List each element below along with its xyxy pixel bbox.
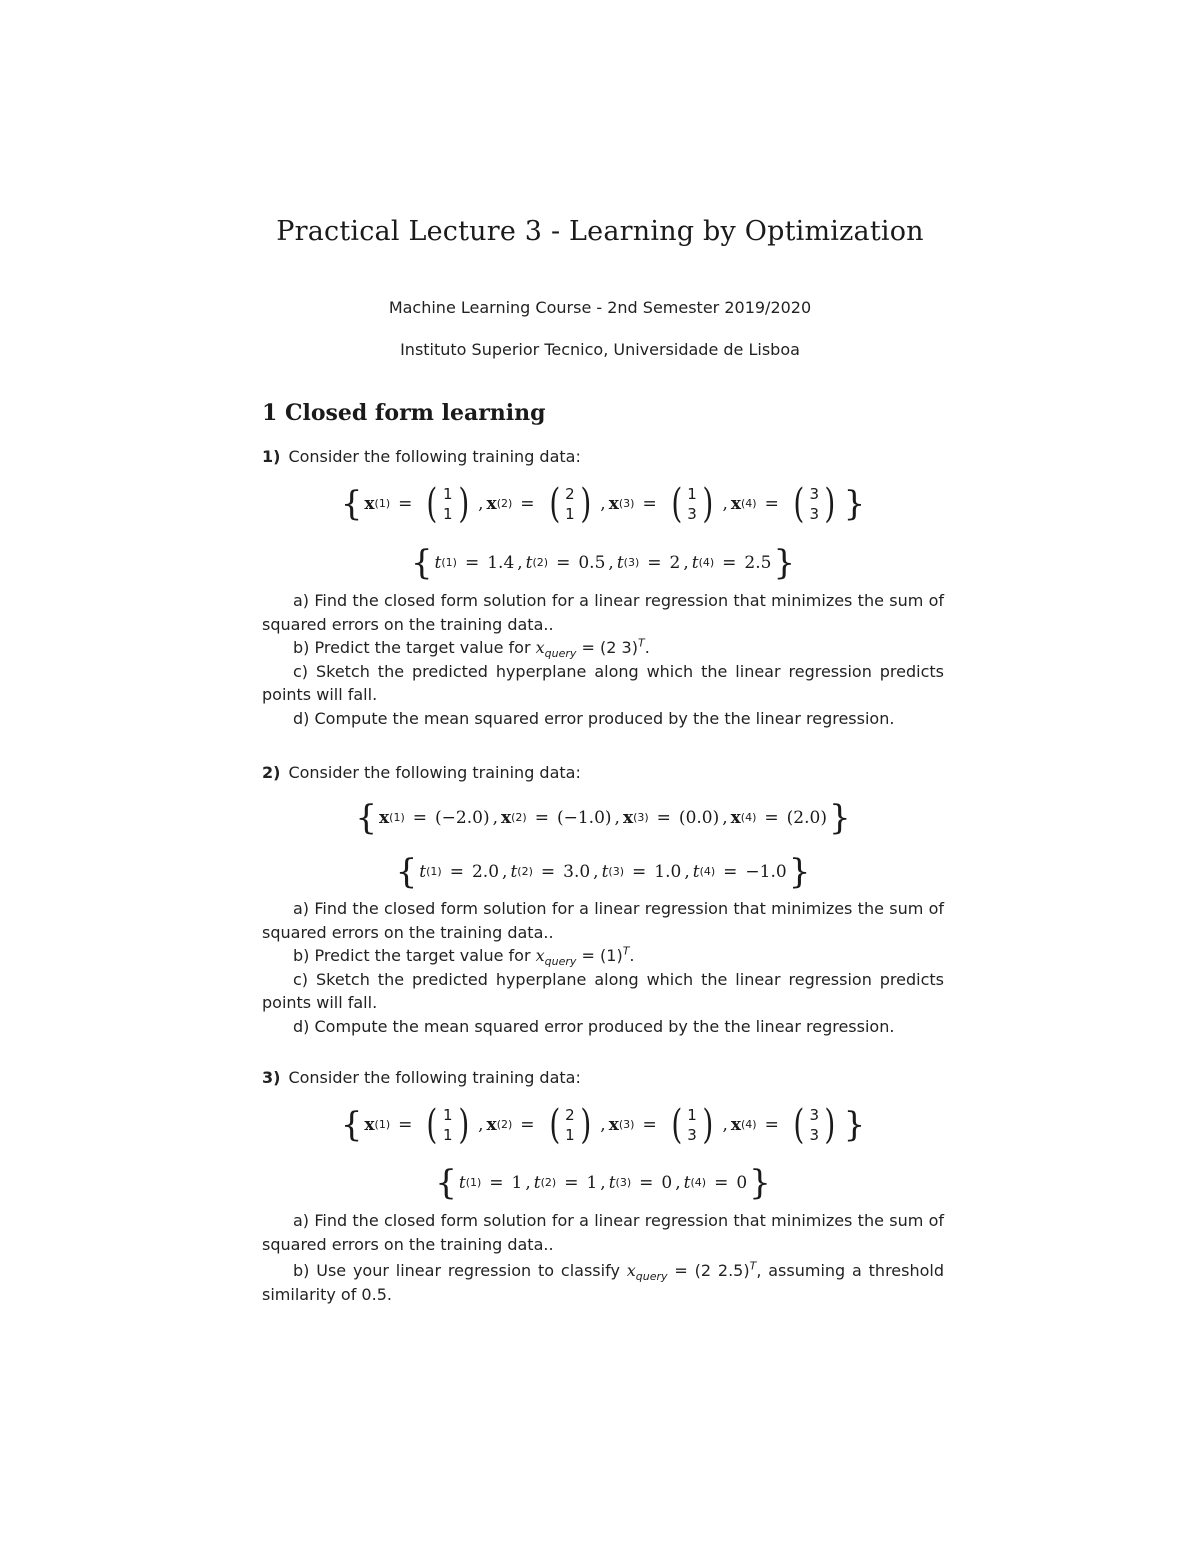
part-b: b) Predict the target value for $x_{query} = (1)^T$. (293, 944, 635, 969)
institution-line: Instituto Superior Tecnico, Universidade de Lisboa (400, 340, 800, 359)
part-b: b) Use your linear regression to classify $x_{query} = (2$ 2.5)$^T$, assuming a threshold similarity of 0.5. (262, 1259, 945, 1304)
part-c: c) Sketch the predicted hyperplane along which the linear regression predicts points will fall. (262, 661, 944, 704)
problem-intro-text: Consider the following training data: (288, 763, 581, 782)
part-c: c) Sketch the predicted hyperplane along which the linear regression predicts points will fall. (262, 969, 944, 1012)
part-a: a) Find the closed form solution for a linear regression that minimizes the sum of squared errors on the training data.. (262, 591, 944, 634)
course-line: Machine Learning Course - 2nd Semester 2019/2020 (388, 298, 812, 317)
problem-3-t-set: { t (1) = 1 , t (2) = 1 , t (3) = 0 , t (4) = 0 } (435, 1163, 771, 1203)
part-a: a) Find the closed form solution for a linear regression that minimizes the sum of squared errors on the training data.. (262, 899, 944, 942)
problem-1-t-set: { t (1) = 1.4 , t (2) = 0.5 , t (3) = 2 , t (4) = 2.5 } (410, 543, 796, 583)
problem-2-t-set: { t (1) = 2.0 , t (2) = 3.0 , t (3) = 1.0 , t (4) = −1.0 } (395, 852, 811, 892)
column-vector: ( 1 3 ) (671, 1102, 714, 1148)
problem-number: 2) (262, 763, 281, 782)
problem-3-x-set: { x (1) = ( 1 1 ) , x (2) = ( 2 1 ) , x (3) = ( 1 3 ) , x (4) = ( 3 3 ) } (340, 1102, 866, 1148)
problem-3-parts (262, 1209, 944, 1306)
part-a: a) Find the closed form solution for a linear regression that minimizes the sum of squared errors on the training data.. (262, 1211, 944, 1254)
section-heading: 1 Closed form learning (262, 400, 546, 426)
problem-intro-text: Consider the following training data: (288, 1068, 581, 1087)
part-d: d) Compute the mean squared error produced by the the linear regression. (293, 1016, 895, 1036)
column-vector: ( 3 3 ) (793, 1102, 836, 1148)
column-vector: ( 3 3 ) (793, 481, 836, 527)
problem-1-parts (262, 589, 944, 730)
problem-intro-text: Consider the following training data: (288, 447, 581, 466)
problem-3-intro (262, 1066, 944, 1090)
column-vector: ( 1 1 ) (426, 481, 469, 527)
part-d: d) Compute the mean squared error produced by the the linear regression. (293, 708, 895, 728)
problem-number: 3) (262, 1068, 281, 1087)
problem-number: 1) (262, 447, 281, 466)
problem-2-x-set: { x (1) = ( −2.0 ) , x (2) = ( −1.0 ) , x (3) = ( 0.0 ) , x (4) = ( 2.0 ) } (355, 798, 851, 838)
problem-2-parts (262, 897, 944, 1038)
column-vector: ( 1 3 ) (671, 481, 714, 527)
column-vector: ( 2 1 ) (548, 1102, 591, 1148)
page-title: Practical Lecture 3 - Learning by Optimization (276, 216, 924, 247)
column-vector: ( 1 1 ) (426, 1102, 469, 1148)
problem-2-intro (262, 761, 944, 785)
problem-1-x-set: { x (1) = ( 1 1 ) , x (2) = ( 2 1 ) , x (3) = ( 1 3 ) , x (4) = ( 3 3 ) } (340, 481, 866, 527)
part-b: b) Predict the target value for $x_{query} = (2$ 3)$^T$. (293, 636, 650, 661)
problem-1-intro (262, 445, 944, 469)
column-vector: ( 2 1 ) (548, 481, 591, 527)
